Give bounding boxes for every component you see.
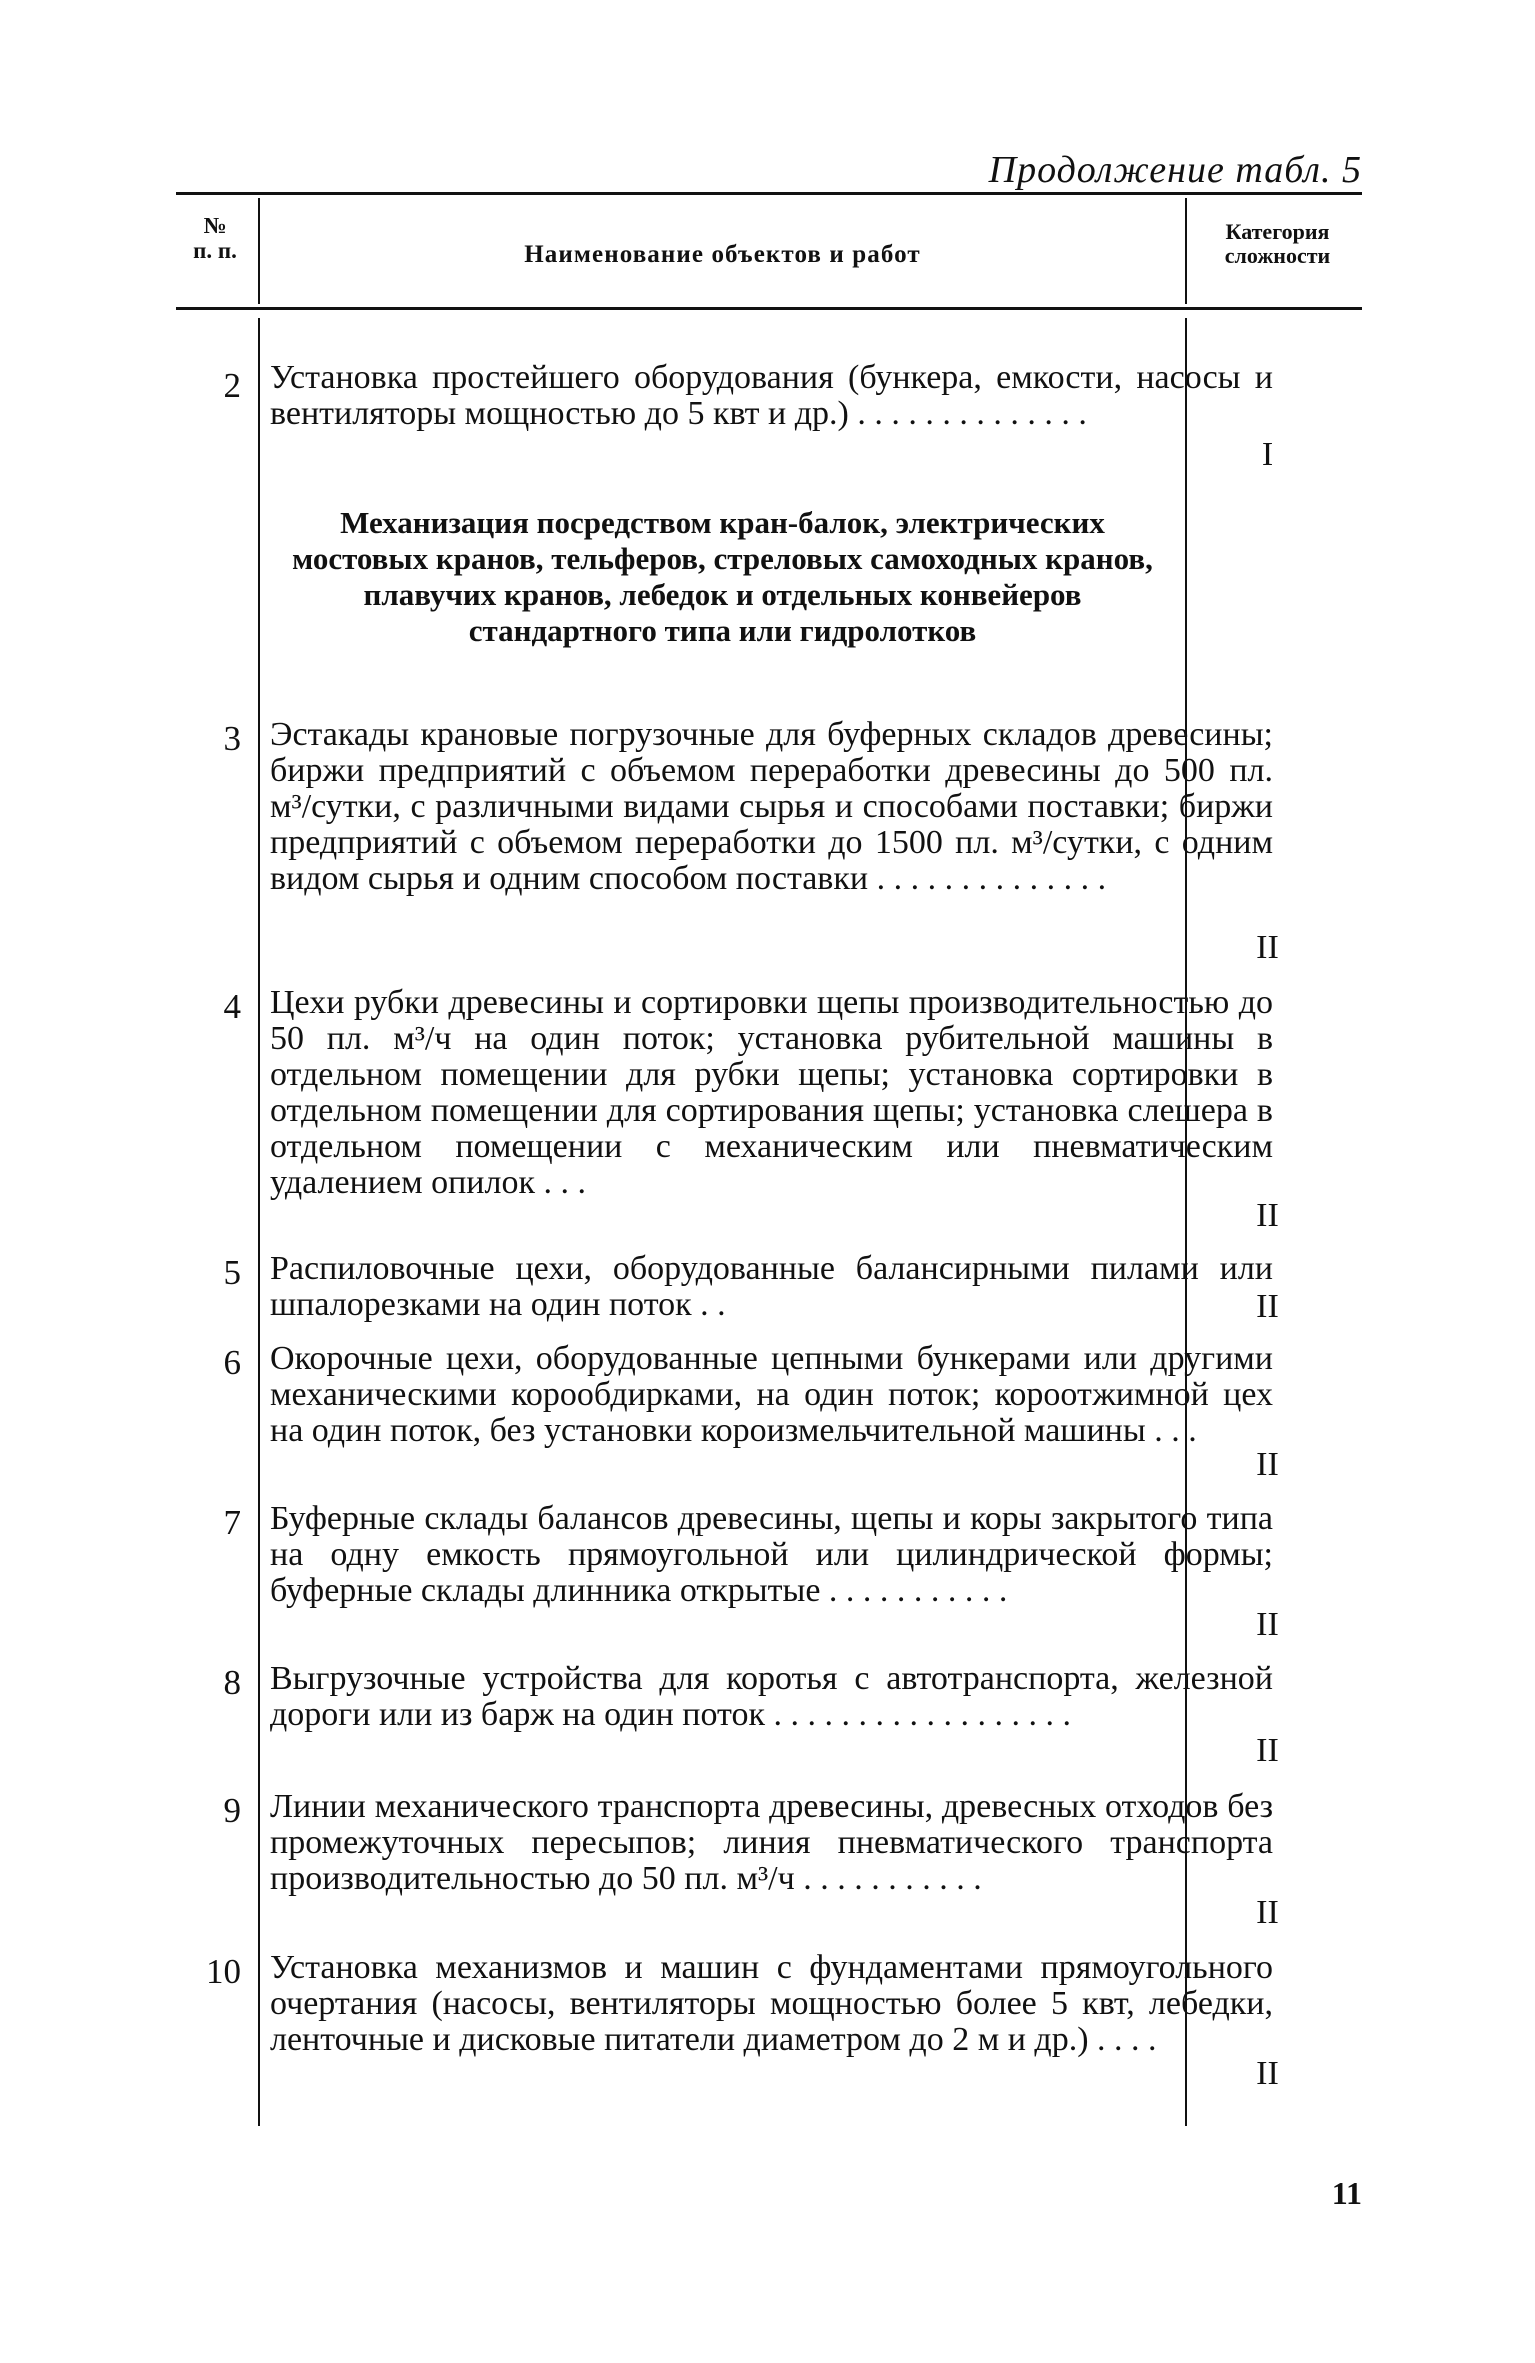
- row-number: 3: [223, 719, 241, 758]
- row-description: Выгрузочные устройства для коротья с автотранспорта, железной дороги или из барж на один поток . . . . . . . . . . . . . . . . . .: [270, 1660, 1273, 1733]
- header-right-divider: [1185, 198, 1187, 304]
- table-continuation-caption: Продолжение табл. 5: [988, 149, 1362, 191]
- row-category: II: [1256, 1894, 1279, 1931]
- header-left-divider: [258, 198, 260, 304]
- table-top-rule: [176, 192, 1362, 195]
- row-description: Эстакады крановые погрузочные для буферных складов древесины; биржи предприятий с объемом переработки древесины до 500 пл. м³/сутки, с различными видами сырья и способами поставки; биржи предприятий с объемом переработки до 1500 пл. м³/сутки, с одним видом сырья и одним способом поставки . . . . . . . . . . . . . .: [270, 716, 1273, 897]
- row-description: Установка механизмов и машин с фундаментами прямоугольного очертания (насосы, вентиляторы мощностью более 5 квт, лебедки, ленточные и дисковые питатели диаметром до 2 м и др.) . . . .: [270, 1949, 1273, 2058]
- row-description: Цехи рубки древесины и сортировки щепы производительностью до 50 пл. м³/ч на один поток; установка рубительной машины в отдельном помещении для рубки щепы; установка сортировки в отдельном помещении для сортирования щепы; установка слешера в отдельном помещении с механическим или пневматическим удалением опилок . . .: [270, 984, 1273, 1201]
- row-category: II: [1256, 1288, 1279, 1325]
- column-category-header: Категория сложности: [1224, 219, 1331, 268]
- row-category: II: [1256, 2055, 1279, 2092]
- row-category: II: [1256, 1197, 1279, 1234]
- row-number: 6: [223, 1343, 241, 1382]
- row-category: II: [1256, 1606, 1279, 1643]
- table-header-bottom-rule: [176, 307, 1362, 310]
- body-left-divider: [258, 318, 260, 2126]
- row-description: Буферные склады балансов древесины, щепы и коры закрытого типа на одну емкость прямоугольной или цилиндрической формы; буферные склады длинника открытые . . . . . . . . . . .: [270, 1500, 1273, 1609]
- row-number: 9: [223, 1791, 241, 1830]
- row-number: 2: [223, 366, 241, 405]
- row-category: II: [1256, 1446, 1279, 1483]
- section-heading: Механизация посредством кран-балок, электрических мостовых кранов, тельферов, стреловых самоходных кранов, плавучих кранов, лебедок и отдельных конвейеров стандартного типа или гидролотков: [292, 505, 1153, 648]
- row-number: 7: [223, 1503, 241, 1542]
- row-number: 10: [206, 1952, 241, 1991]
- row-number: 8: [223, 1663, 241, 1702]
- page-number: 11: [1331, 2175, 1362, 2211]
- row-description: Распиловочные цехи, оборудованные балансирными пилами или шпалорезками на один поток . .: [270, 1250, 1273, 1323]
- column-name-header: Наименование объектов и работ: [524, 241, 921, 268]
- row-number: 5: [223, 1253, 241, 1292]
- row-description: Окорочные цехи, оборудованные цепными бункерами или другими механическими корообдирками, на один поток; короотжимной цех на один поток, без установки короизмельчительной машины . . .: [270, 1340, 1273, 1449]
- row-number: 4: [223, 987, 241, 1026]
- row-description: Линии механического транспорта древесины, древесных отходов без промежуточных пересыпов; линия пневматического транспорта производительностью до 50 пл. м³/ч . . . . . . . . . . .: [270, 1788, 1273, 1897]
- row-category: II: [1256, 1732, 1279, 1769]
- row-description: Установка простейшего оборудования (бункера, емкости, насосы и вентиляторы мощностью до 5 квт и др.) . . . . . . . . . . . . . .: [270, 359, 1273, 432]
- row-category: II: [1256, 929, 1279, 966]
- row-category: I: [1261, 436, 1274, 473]
- column-number-header: № п. п.: [193, 213, 237, 263]
